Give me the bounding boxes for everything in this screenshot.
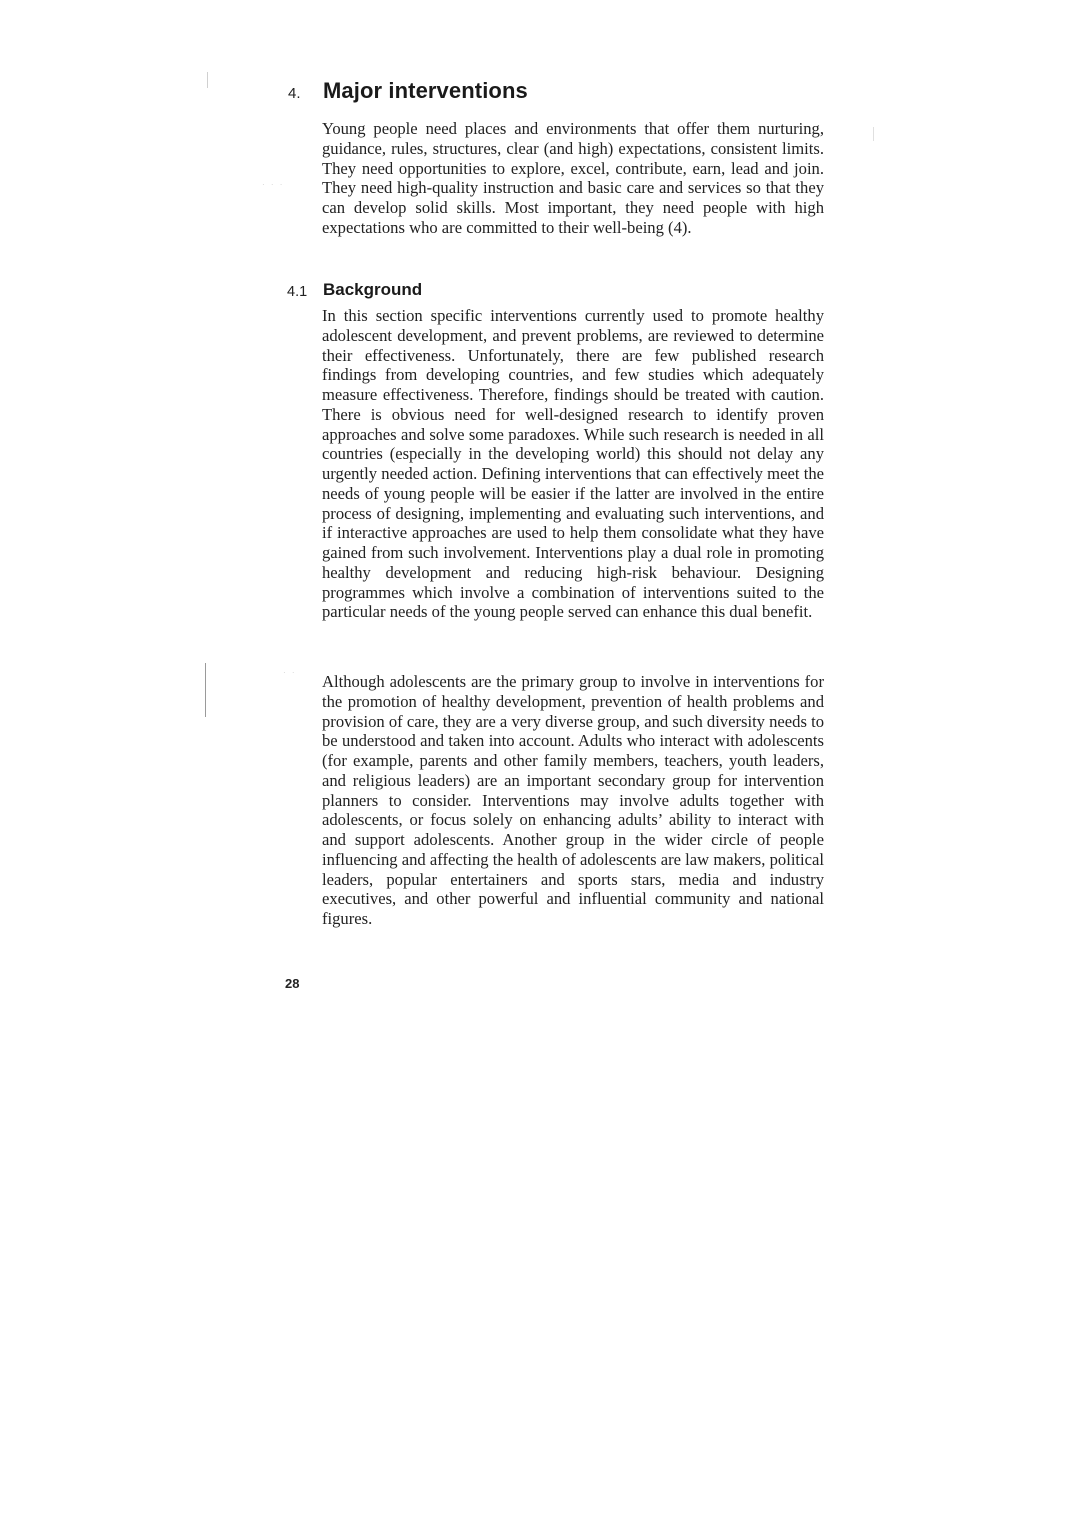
scan-artifact-dots: · · ·: [262, 180, 285, 189]
section-number: 4.: [288, 85, 301, 102]
scan-artifact-mark: [873, 127, 874, 141]
page-number: 28: [285, 976, 300, 991]
intro-paragraph: Young people need places and environments that offer them nurturing, guidance, rules, structures, clear (and high) expectations, consistent limits. They need opportunities to explore, excel, contribute, earn, lead and join. They need high-quality instruction and basic care and services so that they can develop solid skills. Most important, they need people with high expectations who are committed to their well-being (4).: [322, 119, 824, 237]
margin-bar-mark: [205, 663, 206, 717]
subsection-number: 4.1: [287, 284, 308, 300]
body-paragraph: Although adolescents are the primary group to involve in interventions for the promotion of healthy development, prevention of health problems and provision of care, they are a very diverse group, and such diversity needs to be understood and taken into account. Adults who interact with adolescents (for example, parents and other family members, teachers, youth leaders, and religious leaders) are an important secondary group for intervention planners to consider. Interventions may involve adults together with adolescents, or focus solely on enhancing adults’ ability to interact with and support adolescents. Another group in the wider circle of people influencing and affecting the health of adolescents are law makers, political leaders, popular entertainers and sports stars, media and industry executives, and other powerful and influential community and national figures.: [322, 672, 824, 928]
subsection-title: Background: [323, 280, 423, 299]
section-title: Major interventions: [323, 78, 528, 103]
scan-artifact-dots: · ·: [283, 668, 297, 677]
scan-artifact-mark: [207, 72, 208, 88]
body-paragraph: In this section specific interventions currently used to promote healthy adolescent development, and prevent problems, are reviewed to determine their effectiveness. Unfortunately, there are few published research findings from developing countries, and few studies which adequately measure effectiveness. Therefore, findings should be treated with caution. There is obvious need for well-designed research to identify proven approaches and solve some paradoxes. While such research is needed in all countries (especially in the developing world) this should not delay any urgently needed action. Defining interventions that can effectively meet the needs of young people will be easier if the latter are involved in the entire process of designing, implementing and evaluating such interventions, and if interactive approaches are used to help them consolidate what they have gained from such involvement. Interventions play a dual role in promoting healthy development and reducing high-risk behaviour. Designing programmes which involve a combination of interventions suited to the particular needs of the young people served can enhance this dual benefit.: [322, 306, 824, 622]
